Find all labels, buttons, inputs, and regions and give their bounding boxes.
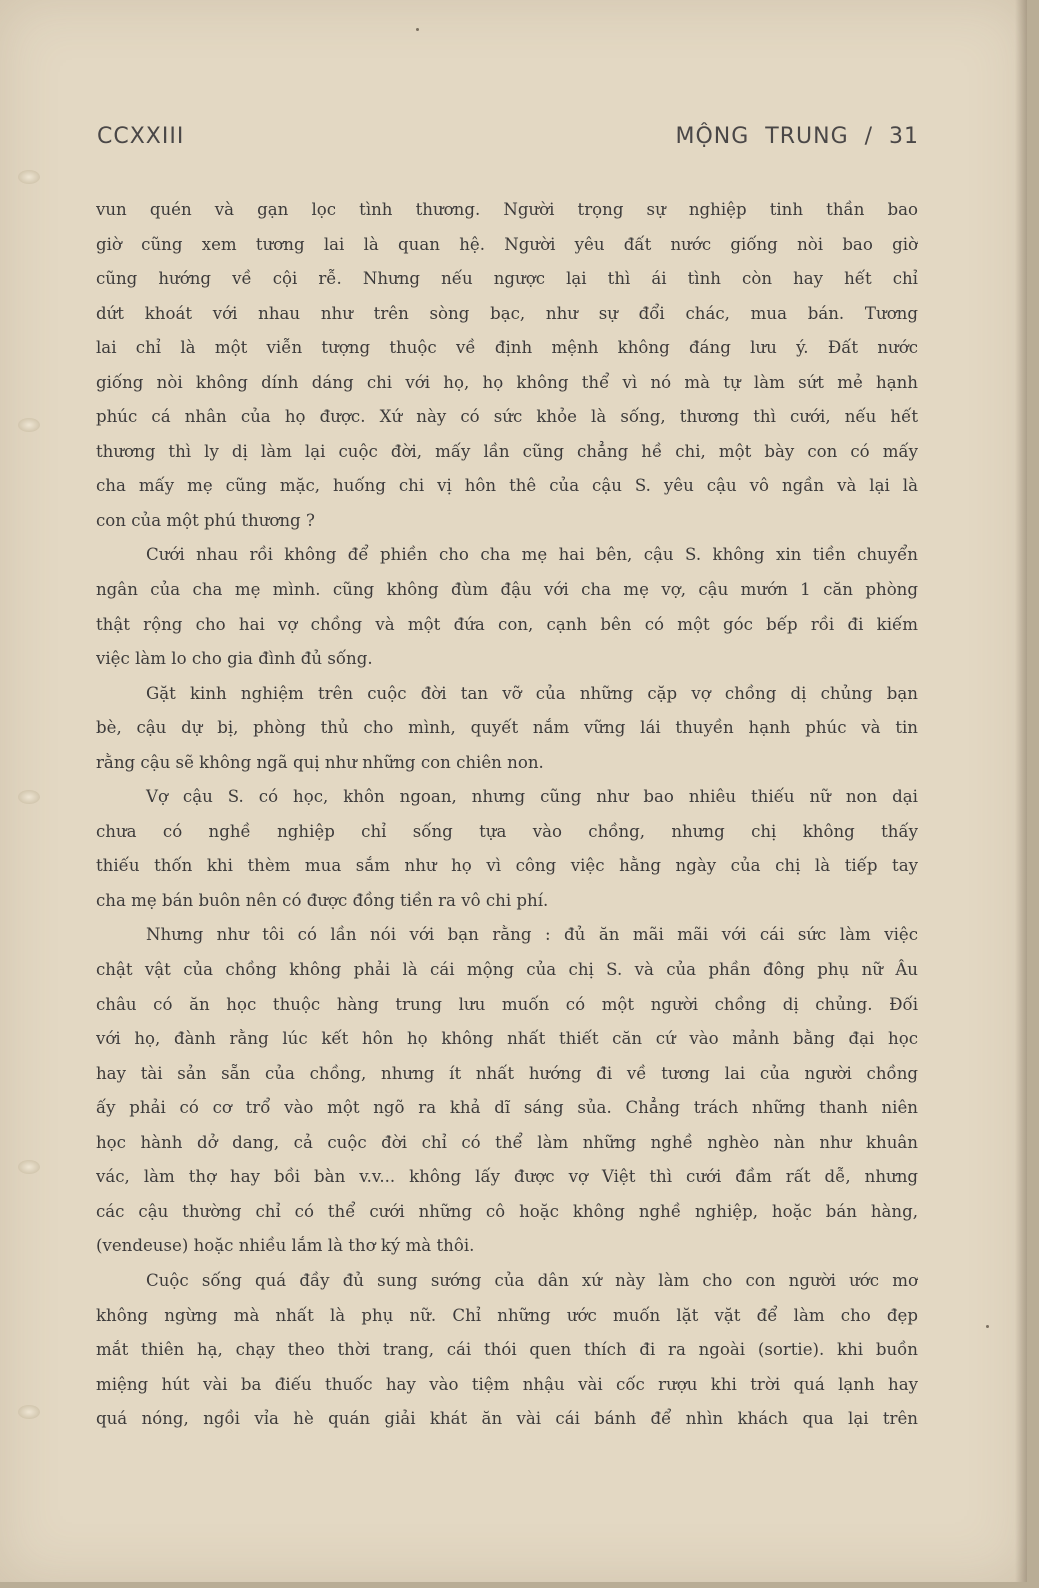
punch-hole-mark xyxy=(18,1160,40,1174)
punch-hole-mark xyxy=(18,418,40,432)
text-line: (vendeuse) hoặc nhiều lắm là thơ ký mà thôi. xyxy=(96,1236,475,1256)
text-line: vác, làm thợ hay bồi bàn v.v... không lấy được vợ Việt thì cưới đầm rất dễ, nhưng xyxy=(96,1167,918,1187)
text-line: các cậu thường chỉ có thể cưới những cô hoặc không nghề nghiệp, hoặc bán hàng, xyxy=(96,1201,918,1221)
text-line: quá nóng, ngồi vỉa hè quán giải khát ăn vài cái bánh để nhìn khách qua lại trên xyxy=(96,1409,918,1429)
text-line: phúc cá nhân của họ được. Xứ này có sức khỏe là sống, thương thì cưới, nếu hết xyxy=(96,407,918,427)
text-line: thật rộng cho hai vợ chồng và một đứa con, cạnh bên có một góc bếp rồi đi kiếm xyxy=(96,614,918,634)
page-header xyxy=(97,124,919,158)
text-line: vun quén và gạn lọc tình thương. Người trọng sự nghiệp tinh thần bao xyxy=(96,200,918,219)
text-line: ngân của cha mẹ mình. cũng không đùm đậu với cha mẹ vợ, cậu mướn 1 căn phòng xyxy=(96,580,918,600)
text-line: Gặt kinh nghiệm trên cuộc đời tan vỡ của những cặp vợ chồng dị chủng bạn xyxy=(146,683,918,703)
text-line: bè, cậu dự bị, phòng thủ cho mình, quyết nắm vững lái thuyền hạnh phúc và tin xyxy=(96,718,918,738)
paper-speck xyxy=(986,1325,989,1328)
punch-hole-mark xyxy=(18,170,40,184)
text-line: miệng hút vài ba điếu thuốc hay vào tiệm nhậu vài cốc rượu khi trời quá lạnh hay xyxy=(96,1374,918,1394)
punch-hole-mark xyxy=(18,790,40,804)
text-line: con của một phú thương ? xyxy=(96,510,315,530)
text-line: không ngừng mà nhất là phụ nữ. Chỉ những ước muốn lặt vặt để làm cho đẹp xyxy=(96,1305,918,1325)
text-line: cũng hướng về cội rễ. Nhưng nếu ngược lại thì ái tình còn hay hết chỉ xyxy=(96,269,918,289)
text-line: rằng cậu sẽ không ngã quị như những con chiên non. xyxy=(96,752,544,772)
text-line: châu có ăn học thuộc hàng trung lưu muốn có một người chồng dị chủng. Đối xyxy=(96,994,918,1014)
text-line: lai chỉ là một viễn tượng thuộc về định mệnh không đáng lưu ý. Đất nước xyxy=(96,338,918,358)
chapter-number: CCXXIII xyxy=(97,124,185,149)
text-line: việc làm lo cho gia đình đủ sống. xyxy=(96,649,373,669)
text-line: chật vật của chồng không phải là cái mộng của chị S. và của phần đông phụ nữ Âu xyxy=(96,960,918,980)
text-line: ấy phải có cơ trổ vào một ngõ ra khả dĩ sáng sủa. Chẳng trách những thanh niên xyxy=(96,1098,918,1118)
paper-speck xyxy=(416,28,419,31)
text-line: cha mấy mẹ cũng mặc, huống chi vị hôn thê của cậu S. yêu cậu vô ngần và lại là xyxy=(96,476,918,496)
text-line: giống nòi không dính dáng chi với họ, họ không thể vì nó mà tự làm sứt mẻ hạnh xyxy=(96,372,918,392)
text-line: Vợ cậu S. có học, khôn ngoan, nhưng cũng như bao nhiêu thiếu nữ non dại xyxy=(146,787,918,807)
text-line: Nhưng như tôi có lần nói với bạn rằng : đủ ăn mãi mãi với cái sức làm việc xyxy=(146,925,918,945)
text-line: dứt khoát với nhau như trên sòng bạc, như sự đổi chác, mua bán. Tương xyxy=(96,303,918,323)
text-line: hay tài sản sẵn của chồng, nhưng ít nhất hướng đi về tương lai của người chồng xyxy=(96,1063,918,1083)
punch-hole-mark xyxy=(18,1405,40,1419)
text-line: thiếu thốn khi thèm mua sắm như họ vì công việc hằng ngày của chị là tiếp tay xyxy=(96,856,918,876)
body-text xyxy=(96,193,918,1437)
text-line: Cưới nhau rồi không để phiền cho cha mẹ hai bên, cậu S. không xin tiền chuyển xyxy=(146,545,918,565)
page-edge-shadow xyxy=(1015,0,1027,1582)
text-line: thương thì ly dị làm lại cuộc đời, mấy lần cũng chẳng hề chi, một bày con có mấy xyxy=(96,441,918,461)
text-line: học hành dở dang, cả cuộc đời chỉ có thể làm những nghề nghèo nàn như khuân xyxy=(96,1132,918,1152)
text-line: chưa có nghề nghiệp chỉ sống tựa vào chồng, nhưng chị không thấy xyxy=(96,821,918,841)
text-line: với họ, đành rằng lúc kết hôn họ không nhất thiết căn cứ vào mảnh bằng đại học xyxy=(96,1029,918,1049)
text-line: cha mẹ bán buôn nên có được đồng tiền ra vô chi phí. xyxy=(96,890,549,910)
text-line: giờ cũng xem tương lai là quan hệ. Người yêu đất nước giống nòi bao giờ xyxy=(96,234,918,254)
running-title-page-number: MỘNG TRUNG / 31 xyxy=(675,124,919,149)
text-line: mắt thiên hạ, chạy theo thời trang, cái thói quen thích đi ra ngoài (sortie). khi buồn xyxy=(96,1340,918,1360)
text-line: Cuộc sống quá đầy đủ sung sướng của dân xứ này làm cho con người ước mơ xyxy=(146,1270,918,1290)
